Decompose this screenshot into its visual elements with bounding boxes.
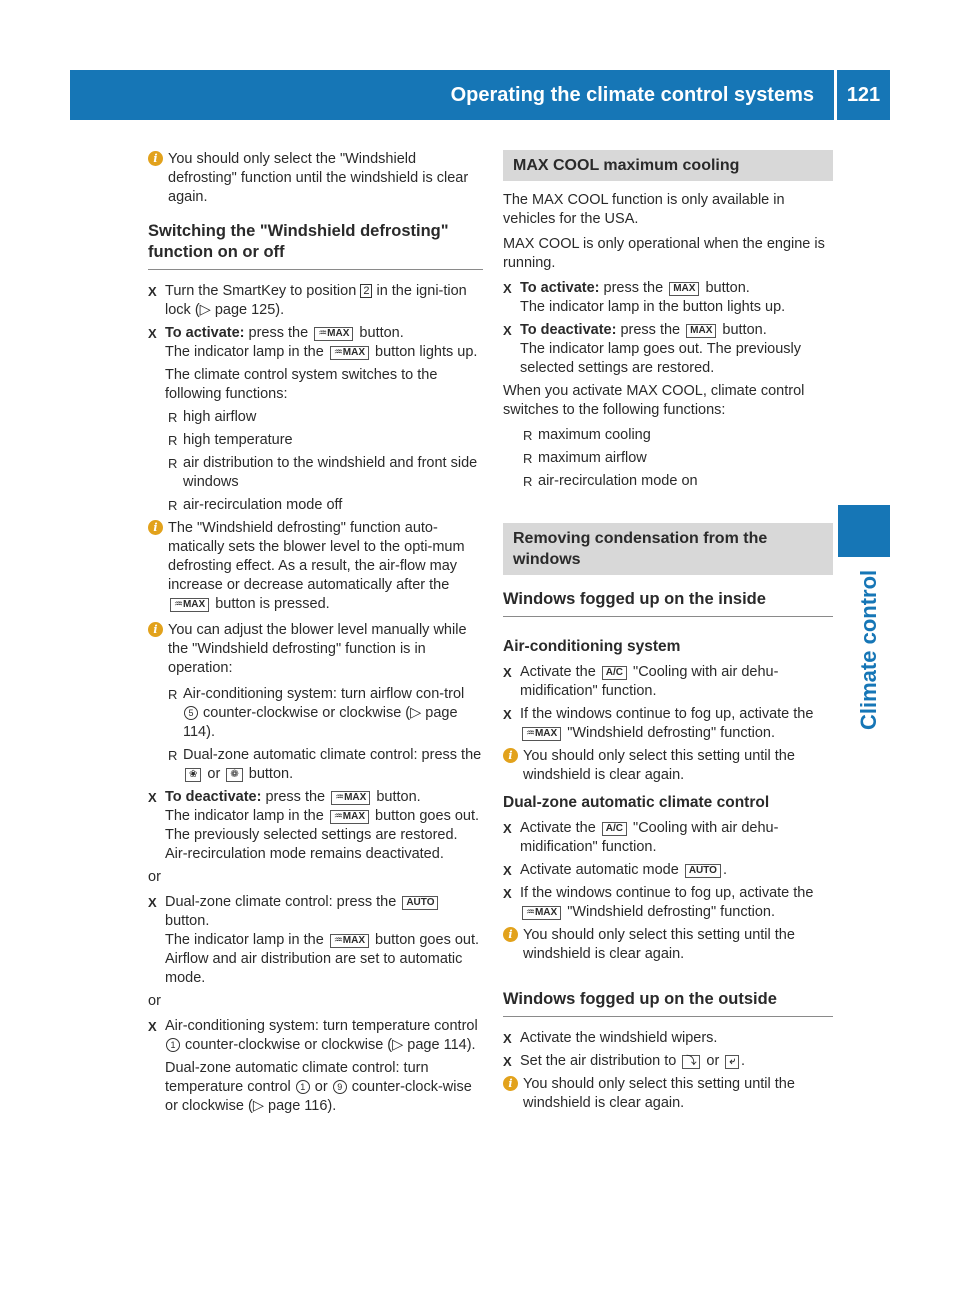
step <box>503 279 833 317</box>
info-icon: i <box>503 748 518 763</box>
info-icon: i <box>148 622 163 637</box>
step-text: button. <box>372 789 421 805</box>
list-item-text: high temperature <box>183 432 293 448</box>
temperature-control-9-icon: 9 <box>333 1080 347 1094</box>
defrost-max-button-icon: ♒MAX <box>170 598 209 612</box>
step-arrow-icon: X <box>503 665 512 680</box>
page-header <box>70 70 890 120</box>
list-item-text: air distribution to the windshield and front side windows <box>183 455 478 490</box>
list-item <box>148 685 483 742</box>
fan-up-button-icon: ❁ <box>226 768 242 782</box>
paragraph: The MAX COOL function is only available in vehicles for the USA. <box>503 192 785 227</box>
step-text: . <box>740 1053 745 1069</box>
list-item <box>148 454 483 492</box>
step-text: press the <box>261 789 330 805</box>
info-icon: i <box>148 151 163 166</box>
step-detail <box>148 1059 483 1116</box>
bullet-icon: R <box>523 428 533 443</box>
list-item-text: air-recirculation mode off <box>183 497 343 513</box>
step-text: Set the air distribution to <box>520 1053 681 1069</box>
step-text: button. <box>165 913 210 929</box>
step <box>503 819 833 857</box>
step-text: Air-conditioning system: turn temperature control <box>165 1018 478 1034</box>
step-text: button goes out. Airflow and air distribution are set to automatic mode. <box>165 932 480 986</box>
step-arrow-icon: X <box>503 323 512 338</box>
bullet-icon: R <box>168 433 178 448</box>
info-text: The "Windshield defrosting" function auto-matically sets the blower level to the opti-mum defrosting effect. As a result, the air-flow may increase or decrease automatically after the <box>168 520 465 593</box>
step-label: To activate: <box>165 325 245 341</box>
defrost-max-button-icon: ♒MAX <box>330 346 369 360</box>
bullet-icon: R <box>168 498 178 513</box>
list-item-text: button. <box>244 766 294 782</box>
section-banner: MAX COOL maximum cooling <box>503 150 833 181</box>
info-icon: i <box>503 1076 518 1091</box>
list-item <box>148 496 483 515</box>
or-text: or <box>148 993 161 1009</box>
info-text: button is pressed. <box>211 596 330 612</box>
step-text: The indicator lamp goes out. The previously selected settings are restored. <box>520 341 802 376</box>
step-text: counter-clockwise or clockwise (▷ page 114). <box>181 1037 476 1053</box>
info-text: You should only select this setting until the windshield is clear again. <box>523 1076 795 1111</box>
list-item-text: counter-clockwise or clockwise (▷ page 114). <box>183 705 458 740</box>
list-item <box>503 472 833 491</box>
side-tab-label-text: Climate control <box>856 569 881 730</box>
step-arrow-icon: X <box>148 326 157 341</box>
position-2-icon: 2 <box>360 284 372 298</box>
bullet-icon: R <box>523 474 533 489</box>
step-label: To deactivate: <box>165 789 262 805</box>
step-text: Activate automatic mode <box>520 862 683 878</box>
right-column <box>503 150 833 1120</box>
step-text: press the <box>599 280 668 296</box>
section-heading: Switching the "Windshield defrosting" function on or off <box>148 221 483 270</box>
bullet-icon: R <box>168 748 178 763</box>
step-text: in the igni-tion lock (▷ page 125). <box>165 283 467 318</box>
step-text: If the windows continue to fog up, activate the <box>520 885 814 901</box>
step-text: The indicator lamp in the <box>165 808 328 824</box>
left-column <box>148 150 483 1120</box>
defrost-max-button-icon: ♒MAX <box>330 934 369 948</box>
step-text: Activate the <box>520 820 600 836</box>
air-distribution-windshield-footwell-icon: ⤶ <box>725 1055 739 1069</box>
header-title: Operating the climate control systems <box>450 84 814 106</box>
auto-button-icon: AUTO <box>402 896 438 910</box>
step-arrow-icon: X <box>503 863 512 878</box>
list-item <box>503 426 833 445</box>
step <box>148 893 483 988</box>
step <box>503 861 833 880</box>
step-text: or <box>702 1053 724 1069</box>
info-text: You should only select this setting until the windshield is clear again. <box>523 927 795 962</box>
step-arrow-icon: X <box>503 281 512 296</box>
step <box>503 1029 833 1048</box>
or-text: or <box>148 869 161 885</box>
step <box>148 282 483 320</box>
step-text: Dual-zone climate control: press the <box>165 894 401 910</box>
step <box>148 1017 483 1055</box>
list-item <box>148 746 483 784</box>
bullet-icon: R <box>168 456 178 471</box>
bullet-icon: R <box>168 410 178 425</box>
step-text: button. <box>701 280 750 296</box>
step-arrow-icon: X <box>503 1054 512 1069</box>
defrost-max-button-icon: ♒MAX <box>522 727 561 741</box>
info-icon: i <box>503 927 518 942</box>
step-text: or <box>310 1079 332 1095</box>
step-text: button goes out. The previously selected settings are restored. Air-recirculation mode remains deactivated. <box>165 808 480 862</box>
step <box>503 321 833 378</box>
step <box>148 788 483 864</box>
step-arrow-icon: X <box>503 821 512 836</box>
step-text: "Windshield defrosting" function. <box>563 904 775 920</box>
side-tab-label <box>856 440 896 730</box>
step-text: press the <box>244 325 313 341</box>
list-item-text: maximum cooling <box>538 427 651 443</box>
ac-button-icon: A/C <box>602 666 627 680</box>
fan-down-button-icon: ❀ <box>185 768 201 782</box>
step-text: Activate the windshield wipers. <box>520 1030 718 1046</box>
air-distribution-windshield-icon: ⤵ <box>682 1055 700 1069</box>
step <box>503 705 833 743</box>
step-detail: The climate control system switches to the following functions: <box>165 367 438 402</box>
list-item <box>148 431 483 450</box>
subsection-heading: Air-conditioning system <box>503 638 681 655</box>
step-text: . <box>722 862 727 878</box>
step-text: Turn the SmartKey to position <box>165 283 361 299</box>
page-number: 121 <box>846 84 881 106</box>
defrost-max-button-icon: ♒MAX <box>314 327 353 341</box>
subsection-heading: Dual-zone automatic climate control <box>503 794 770 811</box>
step-arrow-icon: X <box>148 284 157 299</box>
section-banner: Removing condensation from the windows <box>503 523 833 575</box>
paragraph: When you activate MAX COOL, climate control switches to the following functions: <box>503 383 805 418</box>
step <box>503 663 833 701</box>
airflow-control-5-icon: 5 <box>184 706 198 720</box>
temperature-control-1-icon: 1 <box>166 1038 180 1052</box>
info-text: You should only select the "Windshield defrosting" function until the windshield is clear again. <box>168 151 469 205</box>
section-heading: Windows fogged up on the inside <box>503 589 833 617</box>
max-cool-button-icon: MAX <box>686 324 716 338</box>
info-note <box>503 1075 833 1113</box>
step <box>503 1052 833 1071</box>
list-item-text: or <box>203 766 225 782</box>
max-cool-button-icon: MAX <box>669 282 699 296</box>
step-arrow-icon: X <box>503 707 512 722</box>
list-item-text: Dual-zone automatic climate control: press the <box>183 747 482 763</box>
step-label: To deactivate: <box>520 322 617 338</box>
step-arrow-icon: X <box>148 895 157 910</box>
step-text: press the <box>616 322 685 338</box>
step-text: If the windows continue to fog up, activate the <box>520 706 814 722</box>
list-item-text: Air-conditioning system: turn airflow con-trol <box>183 686 465 702</box>
step-text: button lights up. <box>371 344 478 360</box>
info-note <box>148 150 483 207</box>
defrost-max-button-icon: ♒MAX <box>330 810 369 824</box>
step-arrow-icon: X <box>503 1031 512 1046</box>
info-text: You can adjust the blower level manually while the "Windshield defrosting" function is in operation: <box>168 622 467 676</box>
bullet-icon: R <box>168 687 178 702</box>
list-item <box>503 449 833 468</box>
info-note <box>503 747 833 785</box>
step-text: button. <box>718 322 767 338</box>
section-heading: Windows fogged up on the outside <box>503 989 833 1017</box>
step-text: "Windshield defrosting" function. <box>563 725 775 741</box>
step-label: To activate: <box>520 280 600 296</box>
temperature-control-1-icon: 1 <box>296 1080 310 1094</box>
list-item-text: air-recirculation mode on <box>538 473 698 489</box>
step-text: counter-clock-wise or clockwise (▷ page 116). <box>165 1079 472 1114</box>
auto-button-icon: AUTO <box>685 864 721 878</box>
bullet-icon: R <box>523 451 533 466</box>
step-text: "Cooling with air dehu-midification" function. <box>520 820 779 855</box>
list-item-text: maximum airflow <box>538 450 647 466</box>
list-item <box>148 408 483 427</box>
side-tab-block <box>838 505 890 557</box>
info-note <box>148 519 483 614</box>
list-item-text: high airflow <box>183 409 257 425</box>
paragraph: MAX COOL is only operational when the engine is running. <box>503 236 825 271</box>
defrost-max-button-icon: ♒MAX <box>331 791 370 805</box>
step-text: button. <box>355 325 404 341</box>
step-text: The indicator lamp in the button lights up. <box>520 299 786 315</box>
ac-button-icon: A/C <box>602 822 627 836</box>
step <box>148 324 483 362</box>
info-note <box>503 926 833 964</box>
info-text: You should only select this setting until the windshield is clear again. <box>523 748 795 783</box>
step-text: Dual-zone automatic climate control: turn temperature control <box>165 1060 429 1095</box>
defrost-max-button-icon: ♒MAX <box>522 906 561 920</box>
step-arrow-icon: X <box>148 790 157 805</box>
info-icon: i <box>148 520 163 535</box>
step-text: Activate the <box>520 664 600 680</box>
info-note <box>148 621 483 678</box>
step-arrow-icon: X <box>503 886 512 901</box>
step <box>503 884 833 922</box>
step-text: The indicator lamp in the <box>165 344 328 360</box>
step-text: The indicator lamp in the <box>165 932 328 948</box>
step-arrow-icon: X <box>148 1019 157 1034</box>
step-text: "Cooling with air dehu-midification" function. <box>520 664 779 699</box>
